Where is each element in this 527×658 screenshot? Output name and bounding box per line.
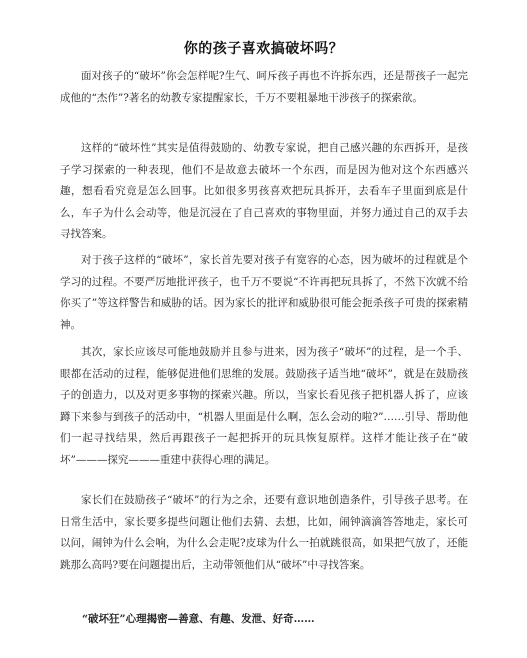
paragraph-3: 对于孩子这样的“破坏”，家长首先要对孩子有宽容的心态，因为破坏的过程就是个学习的过程。不要严厉地批评孩子，也千万不要说“不许再把玩具拆了，不然下次就不给你买了”等这样警告和威胁的话。因为家长的批评和威胁很可能会扼杀孩子可贵的探索精神。 (60, 254, 468, 331)
document-title: 你的孩子喜欢搞破坏吗？ (183, 41, 344, 57)
paragraph-4: 其次，家长应该尽可能地鼓励并且参与进来，因为孩子“破坏”的过程，是一个手、眼都在活动的过程，能够促进他们思维的发展。鼓励孩子适当地“破坏”，就是在鼓励孩子的创造力，以及对更多事物的探索兴趣。所以，当家长看见孩子把机器人拆了，应该蹲下来参与到孩子的活动中，“机器人里面是什么啊，怎么会动的啦?”……引导、帮助他们一起寻找结果，然后再跟孩子一起把拆开的玩具恢复原样。这样才能让孩子在“破坏”———探究———重建中获得心理的满足。 (60, 346, 468, 466)
paragraph-5: 家长们在鼓励孩子“破坏”的行为之余，还要有意识地创造条件，引导孩子思考。在日常生活中，家长要多提些问题让他们去猜、去想，比如，闹钟滴滴答答地走，家长可以问，闹钟为什么会响，为什么会走呢?皮球为什么一拍就跳很高，如果把气放了，还能跳那么高吗?要在问题提出后，主动带领他们从“破坏”中寻找答案。 (60, 494, 468, 571)
paragraph-2: 这样的“破坏性”其实是值得鼓励的、幼教专家说，把自己感兴趣的东西拆开，是孩子学习探索的一种表现，他们不是故意去破坏一个东西，而是因为他对这个东西感兴趣，想看看究竟是怎么回事。比如很多男孩喜欢把玩具拆开，去看车子里面到底是什么，车子为什么会动等，他是沉浸在了自己喜欢的事物里面，并努力通过自己的双手去寻找答案。 (60, 142, 468, 240)
paragraph-1: 面对孩子的“破坏”你会怎样呢?生气、呵斥孩子再也不许拆东西，还是帮孩子一起完成他的“杰作”?著名的幼教专家提醒家长，千万不要粗暴地干涉孩子的探索欲。 (60, 70, 468, 104)
closing-heading: “破坏狂”心理揭密—善意、有趣、发泄、好奇…… (82, 613, 315, 625)
